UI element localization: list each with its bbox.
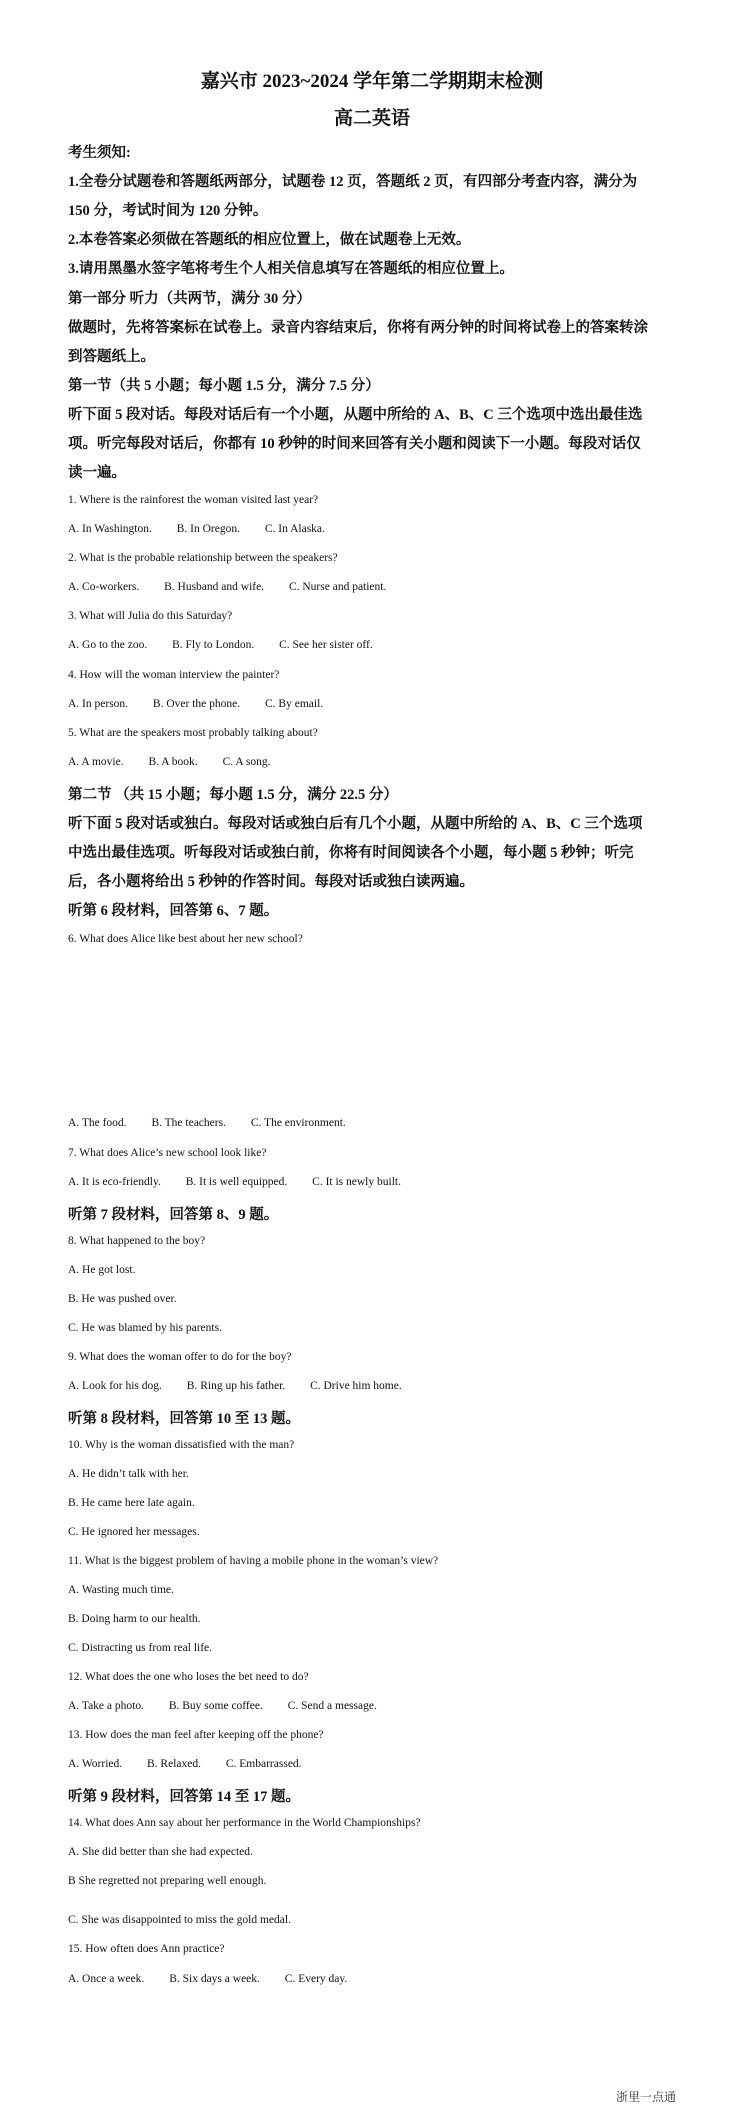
option-c: C. He ignored her messages. <box>68 1526 200 1538</box>
option-a: A. Worried. <box>68 1758 123 1770</box>
option-c: C. Nurse and patient. <box>288 581 387 593</box>
option-a: A. Look for his dog. <box>68 1380 162 1392</box>
option-a: A. Go to the zoo. <box>68 639 148 651</box>
option-a: A. Once a week. <box>68 1973 145 1985</box>
question-1: 1. Where is the rainforest the woman visited last year? <box>68 494 319 506</box>
footer-brand: 浙里一点通 <box>615 2090 676 2104</box>
option-c: C. Drive him home. <box>310 1380 402 1392</box>
question-10: 10. Why is the woman dissatisfied with the man? <box>68 1439 295 1451</box>
material-7-heading: 听第 7 段材料，回答第 8、9 题。 <box>68 1207 279 1223</box>
option-b: B. Ring up his father. <box>186 1380 286 1392</box>
question-2-options <box>68 581 678 593</box>
question-4-options <box>68 698 678 710</box>
option-c: C. It is newly built. <box>312 1176 401 1188</box>
part1-intro: 做题时，先将答案标在试卷上。录音内容结束后，你将有两分钟的时间将试卷上的答案转涂 <box>68 320 648 336</box>
option-b: B. It is well equipped. <box>185 1176 288 1188</box>
material-8-heading: 听第 8 段材料，回答第 10 至 13 题。 <box>68 1411 300 1427</box>
instruction-line: 1.全卷分试题卷和答题纸两部分，试题卷 12 页，答题纸 2 页，有四部分考查内容，满分为 <box>68 174 638 190</box>
option-c: C. He was blamed by his parents. <box>68 1322 222 1334</box>
option-a: A. In Washington. <box>68 523 152 535</box>
option-a: A. It is eco-friendly. <box>68 1176 161 1188</box>
section1-heading: 第一节（共 5 小题；每小题 1.5 分，满分 7.5 分） <box>68 378 380 394</box>
question-3-options <box>68 639 678 651</box>
section1-intro: 听下面 5 段对话。每段对话后有一个小题，从题中所给的 A、B、C 三个选项中选出最佳选 <box>68 407 643 423</box>
option-b: B. Doing harm to our health. <box>68 1613 201 1625</box>
exam-title: 嘉兴市 2023~2024 学年第二学期期末检测 <box>200 71 544 92</box>
question-7: 7. What does Alice’s new school look like? <box>68 1147 267 1159</box>
section2-intro: 听下面 5 段对话或独白。每段对话或独白后有几个小题，从题中所给的 A、B、C 三个选项 <box>68 816 643 832</box>
question-13: 13. How does the man feel after keeping off the phone? <box>68 1729 324 1741</box>
option-b: B. He was pushed over. <box>68 1293 177 1305</box>
instruction-line: 150 分，考试时间为 120 分钟。 <box>68 203 268 219</box>
question-6: 6. What does Alice like best about her new school? <box>68 933 303 945</box>
question-8: 8. What happened to the boy? <box>68 1235 206 1247</box>
question-7-options <box>68 1176 678 1188</box>
section2-heading: 第二节 （共 15 小题；每小题 1.5 分，满分 22.5 分） <box>68 787 398 803</box>
section2-intro: 后，各小题将给出 5 秒钟的作答时间。每段对话或独白读两遍。 <box>68 874 474 890</box>
part1-intro: 到答题纸上。 <box>68 349 155 365</box>
option-b: B. A book. <box>148 756 198 768</box>
option-b: B. Husband and wife. <box>164 581 265 593</box>
option-c: C. Distracting us from real life. <box>68 1642 213 1654</box>
option-b: B. In Oregon. <box>176 523 240 535</box>
instructions-heading: 考生须知: <box>68 145 131 161</box>
option-a: A. The food. <box>68 1117 127 1129</box>
option-b: B. Six days a week. <box>169 1973 260 1985</box>
option-a: A. He didn’t talk with her. <box>68 1468 189 1480</box>
option-b: B. The teachers. <box>151 1117 226 1129</box>
part1-heading: 第一部分 听力（共两节，满分 30 分） <box>68 291 311 307</box>
exam-subject: 高二英语 <box>333 108 410 129</box>
option-b: B. Relaxed. <box>147 1758 201 1770</box>
question-4: 4. How will the woman interview the painter? <box>68 669 280 681</box>
option-b: B She regretted not preparing well enough. <box>68 1875 267 1887</box>
option-a: A. Co-workers. <box>68 581 140 593</box>
question-12-options <box>68 1700 678 1712</box>
option-a: A. Wasting much time. <box>68 1584 174 1596</box>
option-c: C. See her sister off. <box>279 639 373 651</box>
option-c: C. In Alaska. <box>264 523 325 535</box>
option-b: B. Fly to London. <box>172 639 255 651</box>
option-a: A. Take a photo. <box>68 1700 144 1712</box>
option-b: B. He came here late again. <box>68 1497 195 1509</box>
question-12: 12. What does the one who loses the bet need to do? <box>68 1671 309 1683</box>
question-14: 14. What does Ann say about her performance in the World Championships? <box>68 1817 421 1829</box>
question-9-options <box>68 1380 678 1392</box>
option-c: C. Every day. <box>284 1973 348 1985</box>
question-11: 11. What is the biggest problem of having a mobile phone in the woman’s view? <box>68 1555 439 1567</box>
material-9-heading: 听第 9 段材料，回答第 14 至 17 题。 <box>68 1789 300 1805</box>
question-9: 9. What does the woman offer to do for the boy? <box>68 1351 292 1363</box>
question-15-options <box>68 1973 678 1985</box>
question-5: 5. What are the speakers most probably talking about? <box>68 727 318 739</box>
section2-intro: 中选出最佳选项。听每段对话或独白前，你将有时间阅读各个小题，每小题 5 秒钟；听完 <box>68 845 634 861</box>
option-c: C. A song. <box>222 756 271 768</box>
option-b: B. Over the phone. <box>152 698 241 710</box>
option-c: C. Embarrassed. <box>225 1758 302 1770</box>
material-6-heading: 听第 6 段材料，回答第 6、7 题。 <box>68 903 279 919</box>
option-a: A. A movie. <box>68 756 124 768</box>
option-c: C. The environment. <box>250 1117 346 1129</box>
question-6-options <box>68 1117 678 1129</box>
option-b: B. Buy some coffee. <box>168 1700 263 1712</box>
option-a: A. In person. <box>68 698 129 710</box>
question-5-options <box>68 756 678 768</box>
instruction-line: 2.本卷答案必须做在答题纸的相应位置上，做在试题卷上无效。 <box>68 232 471 248</box>
section1-intro: 项。听完每段对话后，你都有 10 秒钟的时间来回答有关小题和阅读下一小题。每段对话仅 <box>68 436 641 452</box>
option-c: C. She was disappointed to miss the gold medal. <box>68 1914 291 1926</box>
question-3: 3. What will Julia do this Saturday? <box>68 610 233 622</box>
section1-intro: 读一遍。 <box>68 465 126 481</box>
question-2: 2. What is the probable relationship between the speakers? <box>68 552 338 564</box>
instruction-line: 3.请用黑墨水签字笔将考生个人相关信息填写在答题纸的相应位置上。 <box>68 261 514 277</box>
option-a: A. She did better than she had expected. <box>68 1846 253 1858</box>
option-c: C. By email. <box>265 698 324 710</box>
question-1-options <box>68 523 678 535</box>
question-15: 15. How often does Ann practice? <box>68 1943 225 1955</box>
option-a: A. He got lost. <box>68 1264 136 1276</box>
question-13-options <box>68 1758 678 1770</box>
option-c: C. Send a message. <box>287 1700 377 1712</box>
